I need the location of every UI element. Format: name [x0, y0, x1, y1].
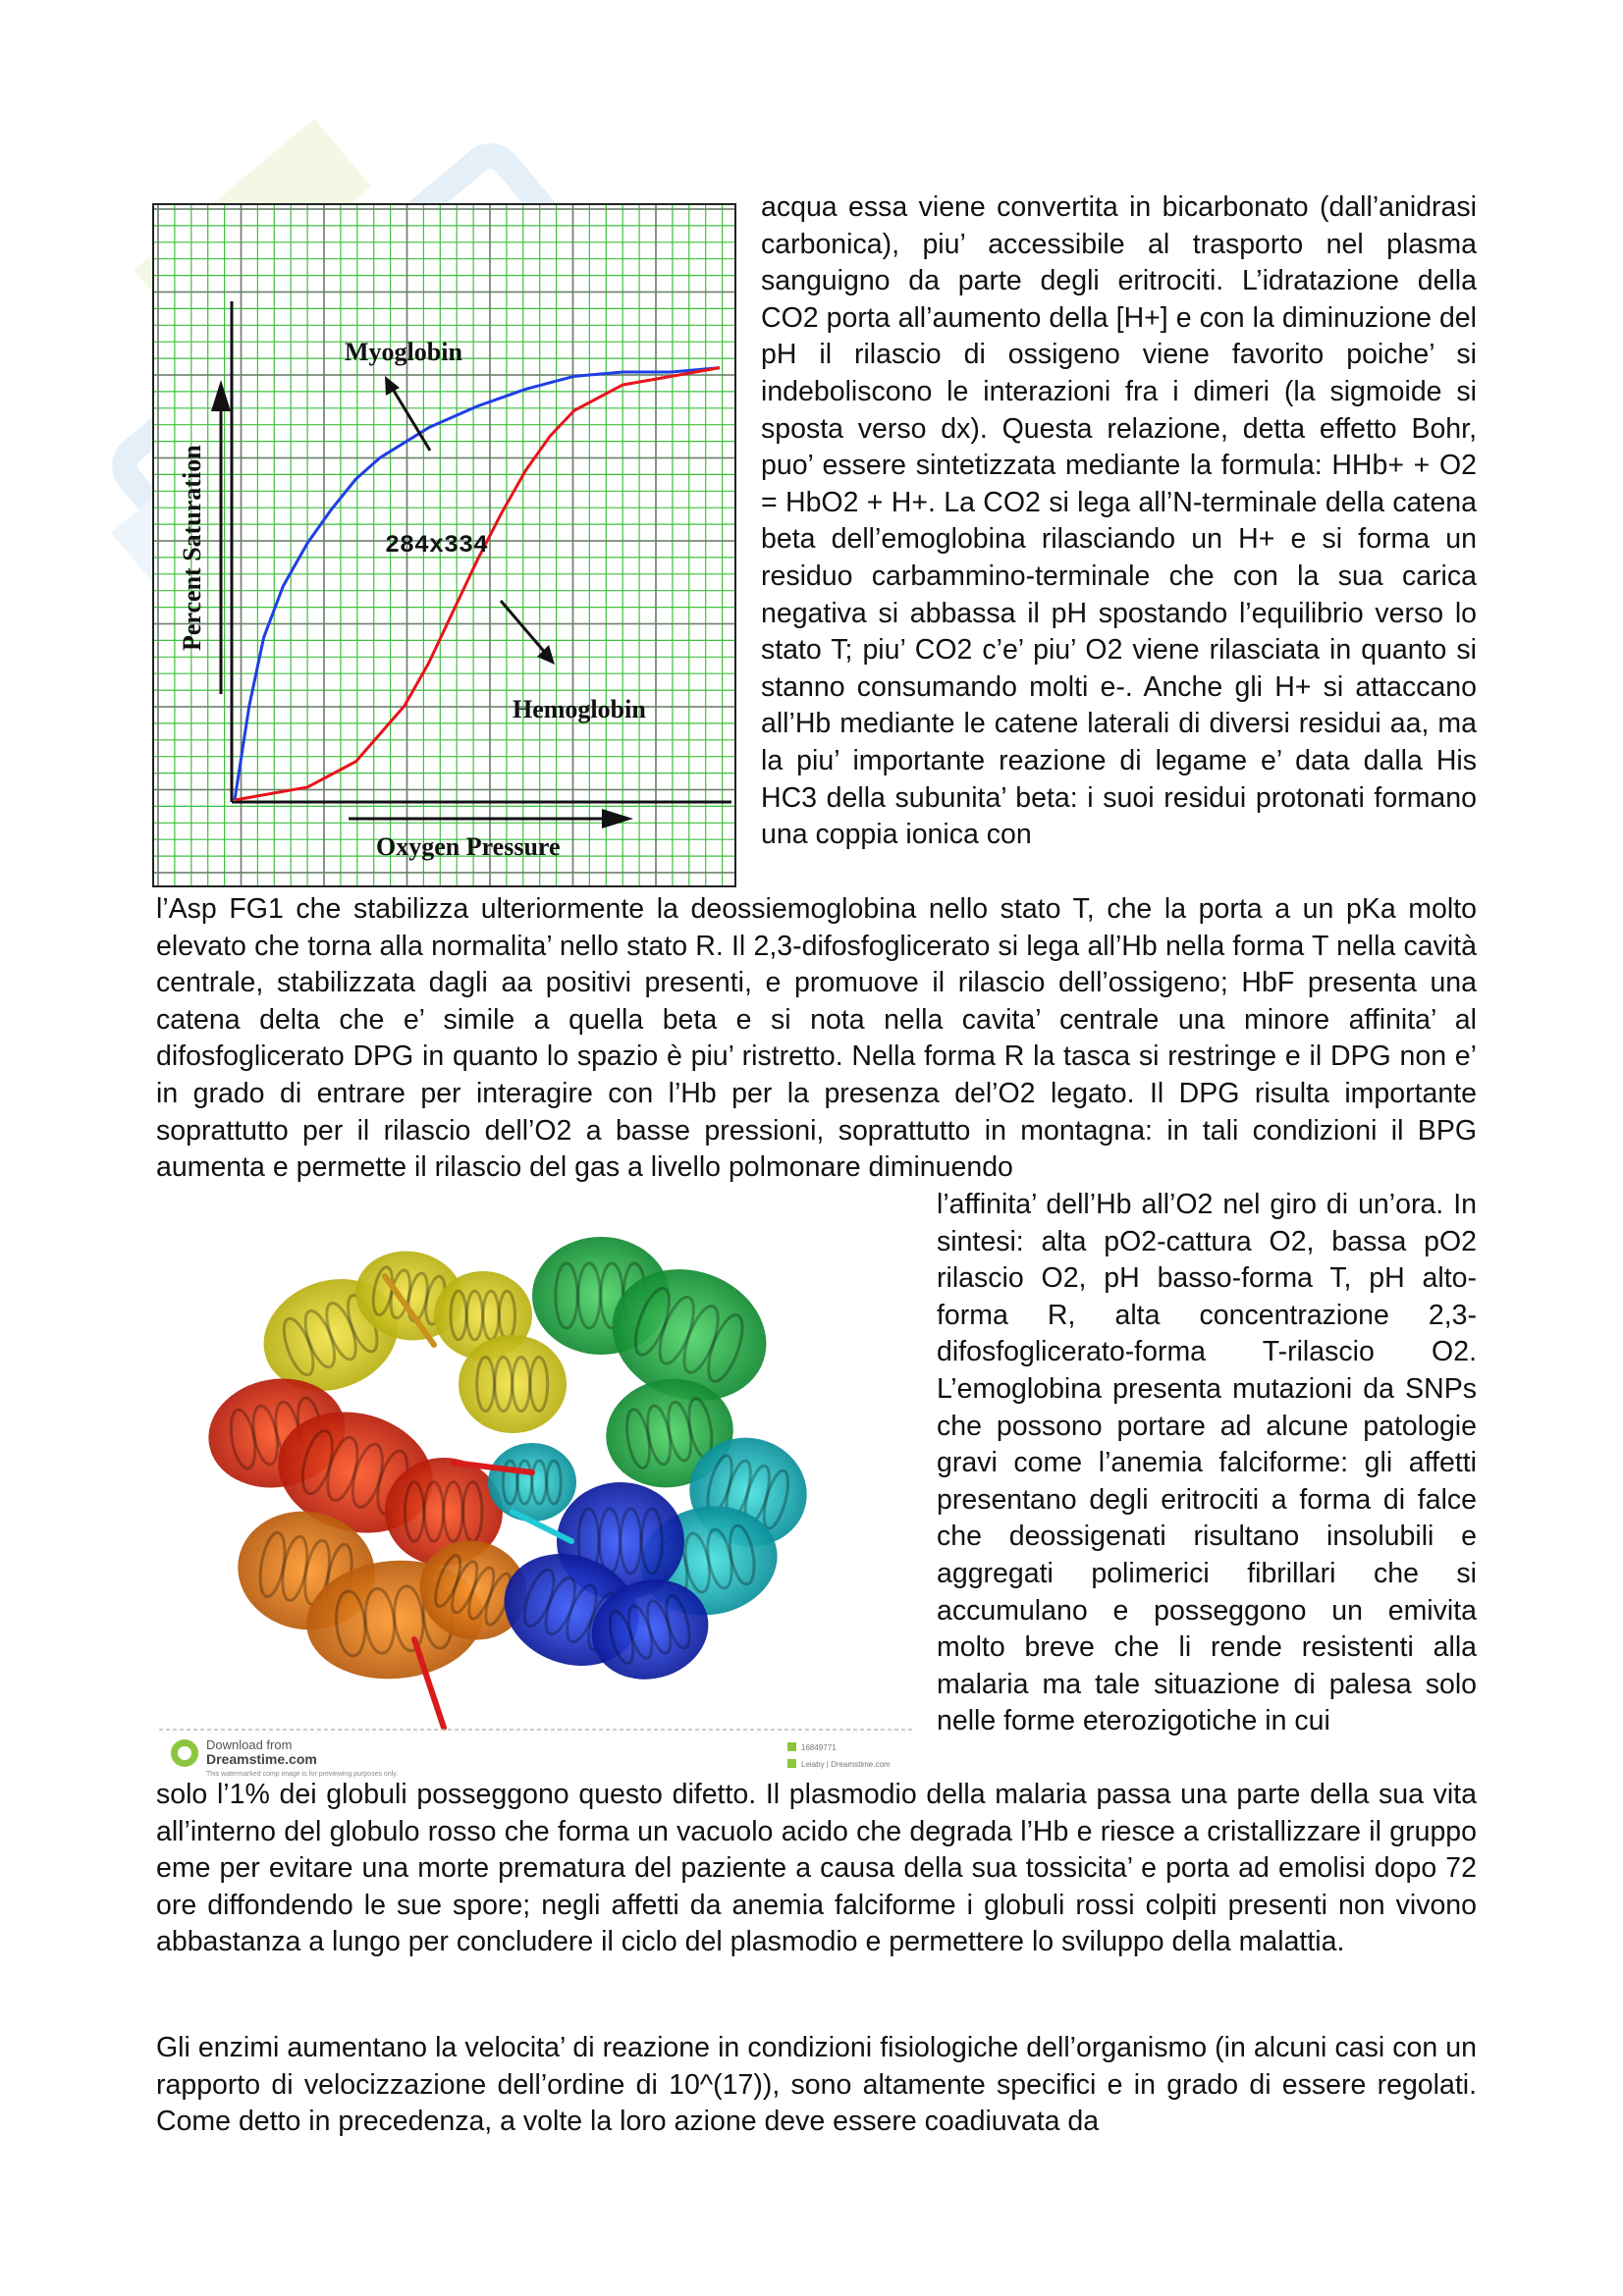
y-axis-label: Percent Saturation — [178, 445, 206, 651]
credit-line1: Download from — [206, 1737, 293, 1752]
protein-ribbon-illustration — [159, 1217, 915, 1779]
paragraph-enzymes: Gli enzimi aumentano la velocita’ di reazione in condizioni fisiologiche dell’organismo (in alcuni casi con un rapporto di velocizzazione dell’ordine di 10^(17)), sono altamente specifici e in grado di essere regolati. Come detto in precedenza, a volte la loro azione deve essere coadiuvata da — [156, 2032, 1477, 2138]
credit-line2: Dreamstime.com — [206, 1751, 317, 1767]
credit-id: 16849771 — [801, 1743, 837, 1752]
paragraph-bohr-effect: acqua essa viene convertita in bicarbonato (dall’anidrasi carbonica), piu’ accessibile al trasporto nel plasma sanguigno da parte degli eritrociti. L’idratazione della CO2 porta all’aumento della [H+] e con la diminuzione del pH il rilascio di ossigeno viene favorito poiche’ si indeboliscono le interazioni fra i dimeri (la sigmoide si sposta verso dx). Questa relazione, detta effetto Bohr, puo’ essere sintetizzata mediante la formula: HHb+ + O2 = HbO2 + H+. La CO2 si lega all’N-terminale della catena beta dell’emoglobina rilasciando un H+ e si forma un residuo carbammino-terminale che con la sua carica negativa si abbassa il pH spostando l’equilibrio verso lo stato T; piu’ CO2 c’e’ piu’ O2 viene rilasciata in quanto si stanno consumando molti e-. Anche gli H+ si attaccano all’Hb mediante le catene laterali di diversi residui aa, ma la piu’ importante reazione di legame e’ data dalla His HC3 della subunita’ beta: i suoi residui protonati formano una coppia ionica con — [761, 191, 1477, 851]
legend-label-hemoglobin: Hemoglobin — [513, 695, 646, 723]
oxygen-saturation-chart — [152, 203, 736, 887]
hemoglobin-structure-image — [159, 1217, 915, 1779]
credit-author: Leiaby | Dreamstime.com — [801, 1760, 891, 1769]
legend-label-myoglobin: Myoglobin — [345, 338, 462, 366]
chart-annotation: 284x334 — [385, 531, 489, 560]
paragraph-sickle-cell: l’affinita’ dell’Hb all’O2 nel giro di un’ora. In sintesi: alta pO2-cattura O2, bassa pO2 rilascio O2, pH basso-forma T, pH alto-forma R, alta concentrazione 2,3-difosfoglicerato-forma T-rilascio O2. L’emoglobina presenta mutazioni da SNPs che possono portare ad alcune patologie gravi come l’anemia falciforme: gli affetti presentano degli eritrociti a forma di falce che deossigenati risultano insolubili e aggregati polimerici fibrillari che si accumulano e posseggono un emivita molto breve che li rende resistenti alla malaria ma tale situazione di palesa solo nelle forme eterozigotiche in cui — [937, 1189, 1477, 1737]
paragraph-dpg: l’Asp FG1 che stabilizza ulteriormente la deossiemoglobina nello stato T, che la porta a un pKa molto elevato che torna alla normalita’ nello stato R. Il 2,3-difosfoglicerato si lega all’Hb nella forma T nella cavità centrale, stabilizzata dagli aa positivi presenti, e promuove il rilascio dell’ossigeno; HbF presenta una catena delta che e’ simile a quella beta e si nota nella cavita’ centrale una minore affinita’ al difosfoglicerato DPG in quanto lo spazio è piu’ ristretto. Nella forma R la tasca si restringe e il DPG non e’ in grado di entrare per interagire con l’Hb per la presenza del’O2 legato. Il DPG risulta importante soprattutto per il rilascio dell’O2 a basse pressioni, soprattutto in montagna: in tali condizioni il BPG aumenta e permette il rilascio del gas a livello polmonare diminuendo — [156, 893, 1477, 1184]
chart-svg — [152, 203, 736, 887]
credit-line3: This watermarked comp image is for previewing purposes only. — [206, 1771, 399, 1778]
paragraph-malaria: solo l’1% dei globuli posseggono questo difetto. Il plasmodio della malaria passa una parte della sua vita all’interno del globulo rosso che forma un vacuolo acido che degrada l’Hb e riesce a cristallizzare il gruppo eme per evitare una morte prematura del paziente a causa della sua tossicita’ e porta ad emolisi dopo 72 ore diffondendo le sue spore; negli affetti da anemia falciforme i globuli rossi colpiti presenti non vivono abbastanza a lungo per concludere il ciclo del plasmodio e permettere lo sviluppo della malattia. — [156, 1779, 1477, 1958]
x-axis-label: Oxygen Pressure — [376, 832, 561, 861]
